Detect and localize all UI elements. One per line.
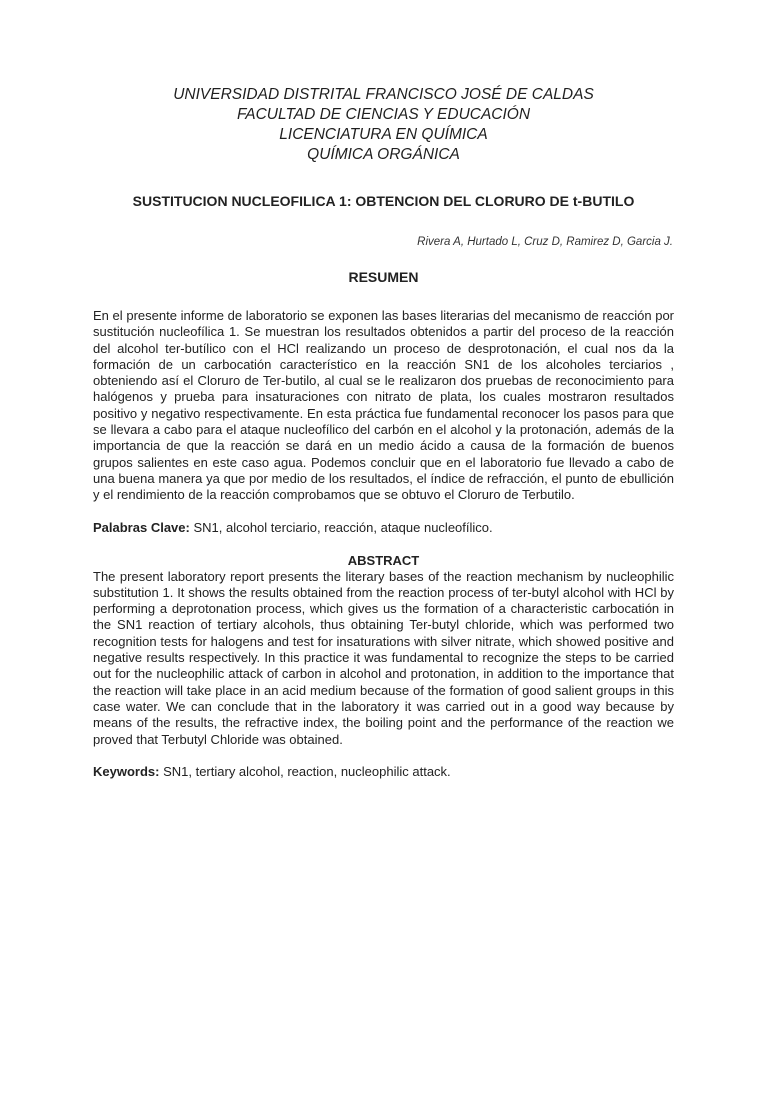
abstract-paragraph: The present laboratory report presents the literary bases of the reaction mechanism by nucleophilic substitution 1. It shows the results obtained from the reaction process of ter-butyl alcohol with HCl by performing a deprotonation process, which gives us the formation of a characteristic carbocatión in the SN1 reaction of tertiary alcohols, thus obtaining Ter-butyl chloride, which was performed two recognition tests for halogens and test for insaturations with silver nitrate, which showed positive and negative results respectively. In this practice it was fundamental to recognize the steps to be carried out for the nucleophilic attack of carbon in alcohol and protonation, in addition to the importance that the reaction will take place in an acid medium because of the formation of good salient groups in this case water. We can conclude that in the laboratory it was carried out in a good way because by means of the results, the refractive index, the boiling point and the performance of the reaction we proved that Terbutyl Chloride was obtained.: [93, 568, 674, 747]
keywords: [93, 764, 674, 780]
keywords-values: SN1, tertiary alcohol, reaction, nucleophilic attack.: [159, 763, 451, 779]
palabras-clave-label: Palabras Clave:: [93, 519, 190, 535]
resumen-heading: RESUMEN: [348, 269, 419, 285]
program-name: LICENCIATURA EN QUÍMICA: [279, 126, 488, 143]
keywords-label: Keywords:: [93, 763, 160, 779]
authors-line: Rivera A, Hurtado L, Cruz D, Ramirez D, Garcia J.: [417, 236, 673, 248]
university-name: UNIVERSIDAD DISTRITAL FRANCISCO JOSÉ DE CALDAS: [173, 86, 594, 103]
institution-header: [93, 85, 674, 165]
palabras-clave-values: SN1, alcohol terciario, reacción, ataque nucleofílico.: [189, 519, 493, 535]
faculty-name: FACULTAD DE CIENCIAS Y EDUCACIÓN: [236, 106, 531, 123]
palabras-clave: [93, 520, 674, 536]
course-name: QUÍMICA ORGÁNICA: [307, 146, 460, 163]
abstract-heading: ABSTRACT: [347, 552, 420, 568]
document-page: [0, 85, 768, 1109]
resumen-paragraph: En el presente informe de laboratorio se exponen las bases literarias del mecanismo de reacción por sustitución nucleofílica 1. Se muestran los resultados obtenidos a partir del proceso de la reacción del alcohol ter-butílico con el HCl realizando un proceso de desprotonación, el cual nos da la formación de un carbocatión característico en la reacción SN1 de los alcoholes terciarios , obteniendo así el Cloruro de Ter-butilo, al cual se le realizaron dos pruebas de reconocimiento para halógenos y prueba para insaturaciones con nitrato de plata, los cuales mostraron resultados positivo y negativo respectivamente. En esta práctica fue fundamental reconocer los pasos para que se llevara a cabo para el ataque nucleofílico del carbón en el alcohol y la protonación, además de la importancia de que la reacción se dará en un medio ácido a causa de la formación de buenos grupos salientes en este caso agua. Podemos concluir que en el laboratorio fue llevado a cabo de una buena manera ya que por medio de los resultados, el índice de refracción, el punto de ebullición y el rendimiento de la reacción comprobamos que se obtuvo el Cloruro de Terbutilo.: [93, 308, 674, 503]
document-title: SUSTITUCION NUCLEOFILICA 1: OBTENCION DEL CLORURO DE t-BUTILO: [132, 193, 635, 209]
